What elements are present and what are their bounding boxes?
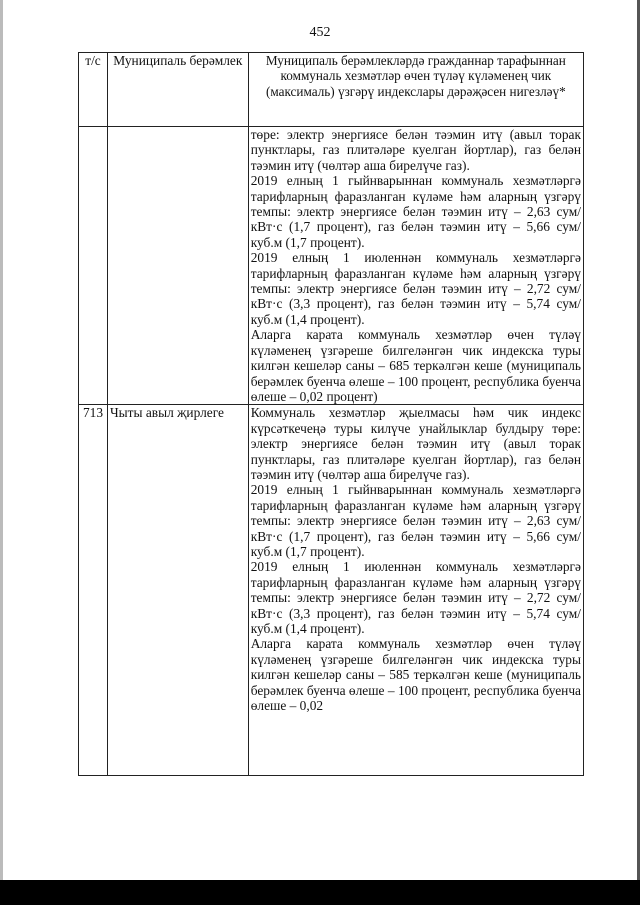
row-municipality: Чыты авыл җирлеге <box>107 405 248 776</box>
header-number: т/с <box>79 53 108 127</box>
header-justification: Муниципаль берәмлекләрдә гражданнар тарафыннан коммуналь хезмәтләр өчен түләү күләменең чик (максималь) үзгәрү индекслары дәрәҗәсен нигезләү* <box>248 53 583 127</box>
header-municipality: Муниципаль берәмлек <box>107 53 248 127</box>
justification-paragraph: Коммуналь хезмәтләр җыелмасы һәм чик индекс күрсәткечеңә туры килүче унайлыклар булдыру төре: электр энергиясе белән тәэмин итү (авыл торак пунктлары, газ плитәләре куелган йортлар), газ белән тәэмин итү (чөлтәр аша бирелүче газ). <box>250 405 581 482</box>
row-justification <box>248 405 583 776</box>
justification-paragraph: 2019 елның 1 июленнән коммуналь хезмәтләргә тарифларның фаразланган күләме һәм аларның үзгәрү темпы: электр энергиясе белән тәэмин итү – 2,72 сум/кВт·с (3,3 процент), газ белән тәэмин итү – 5,74 сум/куб.м (1,4 процент). <box>250 559 581 636</box>
table-header-row <box>79 53 584 127</box>
row-number: 713 <box>79 405 108 776</box>
justification-paragraph: 2019 елның 1 июленнән коммуналь хезмәтләргә тарифларның фаразланган күләме һәм аларның үзгәрү темпы: электр энергиясе белән тәэмин итү – 2,72 сум/кВт·с (3,3 процент), газ белән тәэмин итү – 5,74 сум/куб.м (1,4 процент). <box>250 250 581 327</box>
justification-paragraph: Аларга карата коммуналь хезмәтләр өчен түләү күләменең үзгәреше билгеләнгән чик индекска туры килгән кешеләр саны – 585 теркәлгән кеше (муниципаль берәмлек буенча өлеше – 100 процент, республика буенча өлеше – 0,02 <box>250 636 581 714</box>
justification-paragraph: 2019 елның 1 гыйнварыннан коммуналь хезмәтләргә тарифларның фаразланган күләме һәм аларның үзгәрү темпы: электр энергиясе белән тәэмин итү – 2,63 сум/кВт·с (1,7 процент), газ белән тәэмин итү – 5,66 сум/куб.м (1,7 процент). <box>250 173 581 250</box>
table-row-continuation <box>79 127 584 405</box>
scan-bottom-edge <box>0 880 640 905</box>
table-row <box>79 405 584 776</box>
row-municipality <box>107 127 248 405</box>
justification-paragraph: Аларга карата коммуналь хезмәтләр өчен түләү күләменең үзгәреше билгеләнгән чик индекска туры килгән кешеләр саны – 685 теркәлгән кеше (муниципаль берәмлек буенча өлеше – 100 процент, республика буенча өлеше – 0,02 процент) <box>250 327 581 404</box>
page-number: 452 <box>309 25 331 40</box>
justification-paragraph: 2019 елның 1 гыйнварыннан коммуналь хезмәтләргә тарифларның фаразланган күләме һәм аларның үзгәрү темпы: электр энергиясе белән тәэмин итү – 2,63 сум/кВт·с (1,7 процент), газ белән тәэмин итү – 5,66 сум/куб.м (1,7 процент). <box>250 482 581 559</box>
tariff-index-table <box>78 52 584 776</box>
justification-paragraph: төре: электр энергиясе белән тәэмин итү (авыл торак пунктлары, газ плитәләре куелган йортлар), газ белән тәэмин итү (чөлтәр аша бирелүче газ). <box>250 127 581 173</box>
row-justification <box>248 127 583 405</box>
row-number <box>79 127 108 405</box>
scan-left-edge <box>0 0 3 880</box>
